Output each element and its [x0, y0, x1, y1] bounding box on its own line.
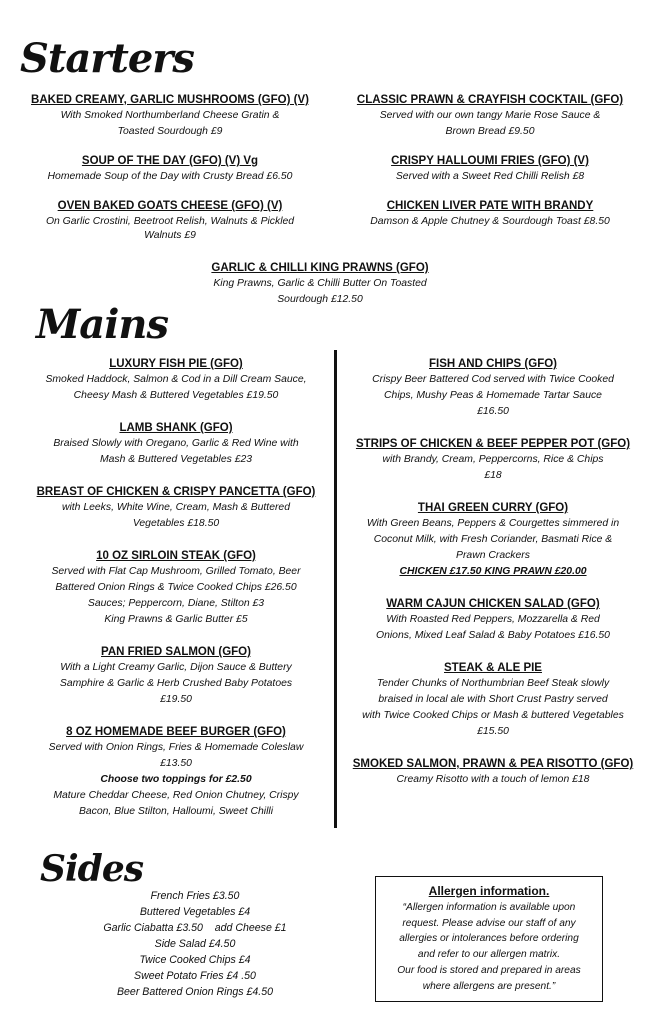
dish-description: Tender Chunks of Northumbrian Beef Steak slowly	[376, 678, 610, 689]
dish-description: Samphire & Garlic & Herb Crushed Baby Potatoes	[59, 678, 293, 689]
dish-king-prawns	[160, 260, 480, 308]
dish-description: with Twice Cooked Chips or Mash & buttered Vegetables	[362, 710, 624, 721]
dish-title: BAKED CREAMY, GARLIC MUSHROOMS (GFO) (V)	[31, 94, 309, 106]
toppings-list: Bacon, Blue Stilton, Halloumi, Sweet Chilli	[78, 806, 274, 817]
dish-title: 8 OZ HOMEMADE BEEF BURGER (GFO)	[66, 726, 286, 738]
dish-description: Smoked Haddock, Salmon & Cod in a Dill Cream Sauce,	[45, 374, 307, 385]
dish-description: Coconut Milk, with Fresh Coriander, Basmati Rice &	[373, 534, 613, 545]
dish-description: £13.50	[160, 758, 192, 769]
mains-heading: Mains	[36, 301, 168, 348]
dish-description: Brown Bread £9.50	[445, 126, 535, 137]
dish-chicken-liver-pate	[340, 198, 640, 230]
toppings-list: Mature Cheddar Cheese, Red Onion Chutney, Crispy	[53, 790, 299, 801]
dish-description: Braised Slowly with Oregano, Garlic & Red Wine with	[53, 438, 299, 449]
dish-description: Onions, Mixed Leaf Salad & Baby Potatoes £16.50	[376, 630, 610, 641]
dish-pepper-pot	[345, 436, 641, 484]
side-item: Buttered Vegetables £4	[139, 906, 251, 918]
dish-halloumi-fries	[340, 153, 640, 185]
side-item: Garlic Ciabatta £3.50 add Cheese £1	[103, 922, 287, 934]
dish-title: STRIPS OF CHICKEN & BEEF PEPPER POT (GFO)	[355, 438, 631, 450]
dish-pan-fried-salmon	[15, 644, 337, 708]
dish-description: Prawn Crackers	[456, 550, 530, 561]
side-item: Sweet Potato Fries £4 .50	[134, 970, 256, 982]
dish-description: King Prawns & Garlic Butter £5	[104, 614, 248, 625]
dish-description: Served with Flat Cap Mushroom, Grilled Tomato, Beer	[51, 566, 301, 577]
dish-description: £15.50	[477, 726, 509, 737]
dish-risotto	[345, 756, 641, 788]
dish-description: with Brandy, Cream, Peppercorns, Rice & Chips	[382, 454, 604, 465]
dish-description: Damson & Apple Chutney & Sourdough Toast £8.50	[370, 216, 610, 227]
dish-description: Served with Onion Rings, Fries & Homemade Coleslaw	[48, 742, 304, 753]
dish-description: On Garlic Crostini, Beetroot Relish, Walnuts & Pickled	[45, 216, 295, 227]
allergen-title: Allergen information.	[428, 884, 550, 898]
dish-sirloin-steak	[15, 548, 337, 628]
allergen-text: request. Please advise our staff of any	[402, 917, 576, 929]
dish-description: £18	[484, 470, 502, 481]
dish-description: braised in local ale with Short Crust Pastry served	[378, 694, 608, 705]
starters-center	[160, 260, 480, 308]
starters-left-column	[20, 92, 320, 242]
dish-soup-of-the-day	[20, 153, 320, 185]
dish-description: Chips, Mushy Peas & Homemade Tartar Sauce	[384, 390, 602, 401]
dish-title: BREAST OF CHICKEN & CRISPY PANCETTA (GFO)	[36, 486, 316, 498]
dish-title: CRISPY HALLOUMI FRIES (GFO) (V)	[391, 155, 589, 167]
dish-description: Creamy Risotto with a touch of lemon £18	[396, 774, 590, 785]
dish-title: LUXURY FISH PIE (GFO)	[109, 358, 243, 370]
dish-description: Vegetables £18.50	[132, 518, 220, 529]
starters-heading: Starters	[20, 35, 194, 82]
dish-title: PAN FRIED SALMON (GFO)	[101, 646, 251, 658]
sides-list	[95, 888, 295, 1000]
dish-description: With Roasted Red Peppers, Mozzarella & Red	[386, 614, 600, 625]
dish-steak-ale-pie	[345, 660, 641, 740]
dish-description: With Smoked Northumberland Cheese Gratin &	[60, 110, 280, 121]
side-item: French Fries £3.50	[150, 890, 240, 902]
allergen-text: and refer to our allergen matrix.	[417, 949, 561, 961]
dish-title: 10 OZ SIRLOIN STEAK (GFO)	[96, 550, 256, 562]
allergen-info-box	[375, 876, 603, 1002]
dish-title: SOUP OF THE DAY (GFO) (V) Vg	[81, 155, 259, 167]
dish-fish-pie	[15, 356, 337, 404]
dish-description: £19.50	[160, 694, 192, 705]
toppings-offer: Choose two toppings for £2.50	[100, 774, 252, 785]
dish-title: CHICKEN LIVER PATE WITH BRANDY	[386, 200, 594, 212]
dish-title: SMOKED SALMON, PRAWN & PEA RISOTTO (GFO)	[352, 758, 634, 770]
dish-goats-cheese	[20, 198, 320, 242]
dish-title: WARM CAJUN CHICKEN SALAD (GFO)	[386, 598, 600, 610]
dish-cajun-chicken-salad	[345, 596, 641, 644]
allergen-text: where allergens are present.”	[422, 980, 556, 992]
dish-description: King Prawns, Garlic & Chilli Butter On Toasted	[213, 278, 427, 289]
mains-left-column	[15, 356, 337, 820]
dish-description: Served with a Sweet Red Chilli Relish £8	[395, 171, 585, 182]
dish-description: Battered Onion Rings & Twice Cooked Chips £26.50	[55, 582, 297, 593]
dish-description: Toasted Sourdough £9	[117, 126, 223, 137]
dish-description: Homemade Soup of the Day with Crusty Bread £6.50	[47, 171, 293, 182]
dish-garlic-mushrooms	[20, 92, 320, 140]
side-item: Beer Battered Onion Rings £4.50	[116, 986, 274, 998]
side-item: Twice Cooked Chips £4	[139, 954, 251, 966]
dish-title: LAMB SHANK (GFO)	[119, 422, 233, 434]
dish-prawn-cocktail	[340, 92, 640, 140]
dish-title: FISH AND CHIPS (GFO)	[429, 358, 557, 370]
dish-description: Walnuts £9	[144, 230, 196, 241]
dish-description: Sauces; Peppercorn, Diane, Stilton £3	[87, 598, 265, 609]
allergen-text: “Allergen information is available upon	[402, 902, 576, 913]
curry-price-line: CHICKEN £17.50 KING PRAWN £20.00	[399, 566, 587, 577]
dish-chicken-pancetta	[15, 484, 337, 532]
dish-lamb-shank	[15, 420, 337, 468]
dish-description: Sourdough £12.50	[277, 294, 363, 305]
dish-thai-green-curry	[345, 500, 641, 580]
side-item: Side Salad £4.50	[154, 938, 236, 950]
dish-title: OVEN BAKED GOATS CHEESE (GFO) (V)	[57, 200, 283, 212]
dish-beef-burger	[15, 724, 337, 820]
dish-description: With a Light Creamy Garlic, Dijon Sauce & Buttery	[60, 662, 292, 673]
dish-title: GARLIC & CHILLI KING PRAWNS (GFO)	[211, 262, 429, 274]
mains-right-column	[345, 356, 641, 788]
allergen-text: allergies or intolerances before ordering	[399, 933, 579, 945]
starters-right-column	[340, 92, 640, 230]
dish-fish-and-chips	[345, 356, 641, 420]
dish-description: With Green Beans, Peppers & Courgettes simmered in	[366, 518, 620, 529]
dish-title: STEAK & ALE PIE	[444, 662, 542, 674]
dish-description: £16.50	[477, 406, 509, 417]
dish-description: Crispy Beer Battered Cod served with Twice Cooked	[372, 374, 614, 385]
dish-description: Mash & Buttered Vegetables £23	[99, 454, 253, 465]
dish-title: CLASSIC PRAWN & CRAYFISH COCKTAIL (GFO)	[356, 94, 624, 106]
dish-title: THAI GREEN CURRY (GFO)	[417, 502, 569, 514]
dish-description: Cheesy Mash & Buttered Vegetables £19.50	[73, 390, 279, 401]
dish-description: Served with our own tangy Marie Rose Sauce &	[379, 110, 601, 121]
sides-heading: Sides	[40, 848, 144, 890]
dish-description: with Leeks, White Wine, Cream, Mash & Buttered	[61, 502, 290, 513]
allergen-text: Our food is stored and prepared in areas	[397, 964, 581, 976]
